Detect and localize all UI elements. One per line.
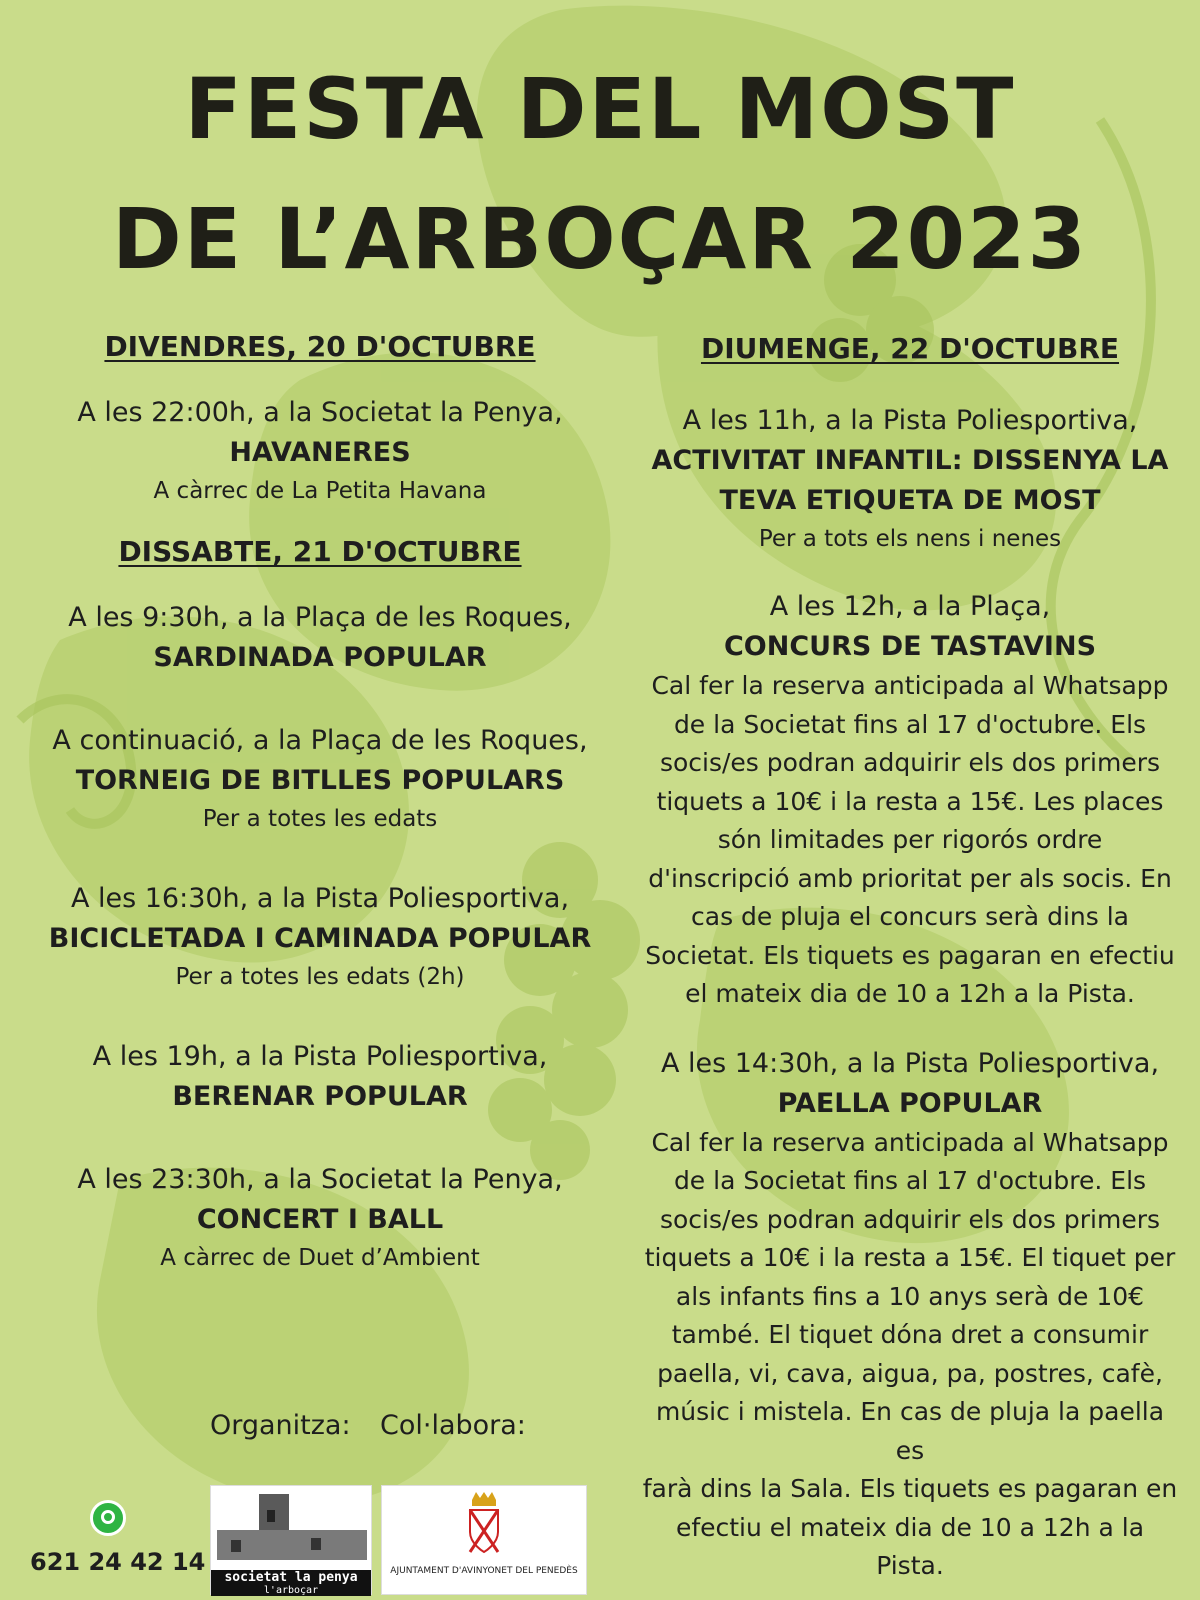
event-title: TORNEIG DE BITLLES POPULARS [75, 765, 565, 796]
coat-of-arms-icon [382, 1486, 586, 1562]
description-line: de la Societat fins al 17 d'octubre. Els [673, 1166, 1147, 1195]
description-line: Cal fer la reserva anticipada al Whatsapp [651, 1127, 1169, 1157]
event-time: A les 22:00h, a la Societat la Penya, [77, 397, 563, 428]
event-title: PAELLA POPULAR [777, 1087, 1043, 1119]
event-note: A càrrec de Duet d’Ambient [160, 1245, 480, 1271]
event-title: TEVA ETIQUETA DE MOST [719, 485, 1101, 516]
organitza-label: Organitza: [210, 1410, 351, 1441]
right-column [640, 332, 1180, 1586]
event-title: HAVANERES [229, 437, 411, 468]
event-description [640, 1124, 1180, 1586]
event-title: BICICLETADA I CAMINADA POPULAR [48, 923, 592, 954]
description-line: socis/es podran adquirir els dos primers [659, 1204, 1161, 1234]
whatsapp-icon [90, 1500, 126, 1536]
event-time: A les 11h, a la Pista Poliesportiva, [682, 405, 1138, 436]
event-title: CONCURS DE TASTAVINS [723, 631, 1097, 662]
description-line: Cal fer la reserva anticipada al Whatsapp [651, 671, 1169, 700]
day-heading-saturday: DISSABTE, 21 D'OCTUBRE [118, 535, 522, 568]
page-title-line-1: FESTA DEL MOST [184, 60, 1016, 158]
event-time: A les 12h, a la Plaça, [769, 591, 1051, 622]
collabora-label: Col·labora: [380, 1410, 526, 1441]
description-line: el mateix dia de 10 a 12h a la Pista. [685, 979, 1135, 1008]
event-note: Per a tots els nens i nenes [758, 526, 1062, 552]
event-time: A continuació, a la Plaça de les Roques, [52, 725, 588, 756]
description-line: cas de pluja el concurs serà dins la [691, 902, 1129, 931]
event-note: A càrrec de La Petita Havana [153, 478, 487, 504]
logo-label: societat la penya [211, 1570, 371, 1585]
description-line: efectiu el mateix dia de 10 a 12h a la Pista. [675, 1512, 1145, 1580]
societat-la-penya-logo [210, 1485, 372, 1595]
day-heading-sunday: DIUMENGE, 22 D'OCTUBRE [700, 332, 1120, 365]
description-line: paella, vi, cava, aigua, pa, postres, cafè, [657, 1358, 1163, 1388]
description-line: Societat. Els tiquets es pagaran en efectiu [645, 940, 1175, 970]
page-title-line-2: DE L’ARBOÇAR 2023 [112, 190, 1088, 288]
description-line: músic i mistela. En cas de pluja la paella es [655, 1397, 1165, 1465]
description-line: als infants fins a 10 anys serà de 10€ [675, 1281, 1145, 1311]
event-time: A les 14:30h, a la Pista Poliesportiva, [660, 1047, 1160, 1079]
description-line: tiquets a 10€ i la resta a 15€. El tiquet per [644, 1243, 1176, 1272]
tower-illustration [211, 1486, 371, 1566]
description-line: també. El tiquet dóna dret a consumir [671, 1320, 1149, 1349]
description-line: farà dins la Sala. Els tiquets es pagaran en [642, 1474, 1178, 1503]
phone-number: 621 24 42 14 [30, 1548, 206, 1576]
description-line: d'inscripció amb prioritat per als socis. En [648, 863, 1172, 893]
day-heading-friday: DIVENDRES, 20 D'OCTUBRE [104, 330, 536, 363]
event-time: A les 19h, a la Pista Poliesportiva, [92, 1041, 548, 1072]
event-note: Per a totes les edats (2h) [175, 964, 465, 990]
description-line: de la Societat fins al 17 d'octubre. Els [673, 709, 1147, 739]
event-title: CONCERT I BALL [196, 1204, 444, 1235]
logo-sublabel: l'arboçar [211, 1585, 371, 1596]
event-title: ACTIVITAT INFANTIL: DISSENYA LA [651, 445, 1169, 476]
description-line: tiquets a 10€ i la resta a 15€. Les places [656, 786, 1164, 816]
left-column [40, 330, 600, 1276]
event-time: A les 16:30h, a la Pista Poliesportiva, [70, 883, 570, 914]
event-description [640, 667, 1180, 1014]
event-title: SARDINADA POPULAR [153, 642, 487, 673]
event-title: BERENAR POPULAR [172, 1081, 468, 1112]
ajuntament-label: AJUNTAMENT D'AVINYONET DEL PENEDÈS [390, 1566, 578, 1576]
ajuntament-logo [381, 1485, 587, 1595]
event-time: A les 9:30h, a la Plaça de les Roques, [68, 602, 572, 633]
event-note: Per a totes les edats [202, 806, 438, 832]
event-time: A les 23:30h, a la Societat la Penya, [77, 1164, 563, 1195]
description-line: són limitades per rigorós ordre [717, 825, 1103, 854]
description-line: socis/es podran adquirir els dos primers [659, 748, 1161, 777]
